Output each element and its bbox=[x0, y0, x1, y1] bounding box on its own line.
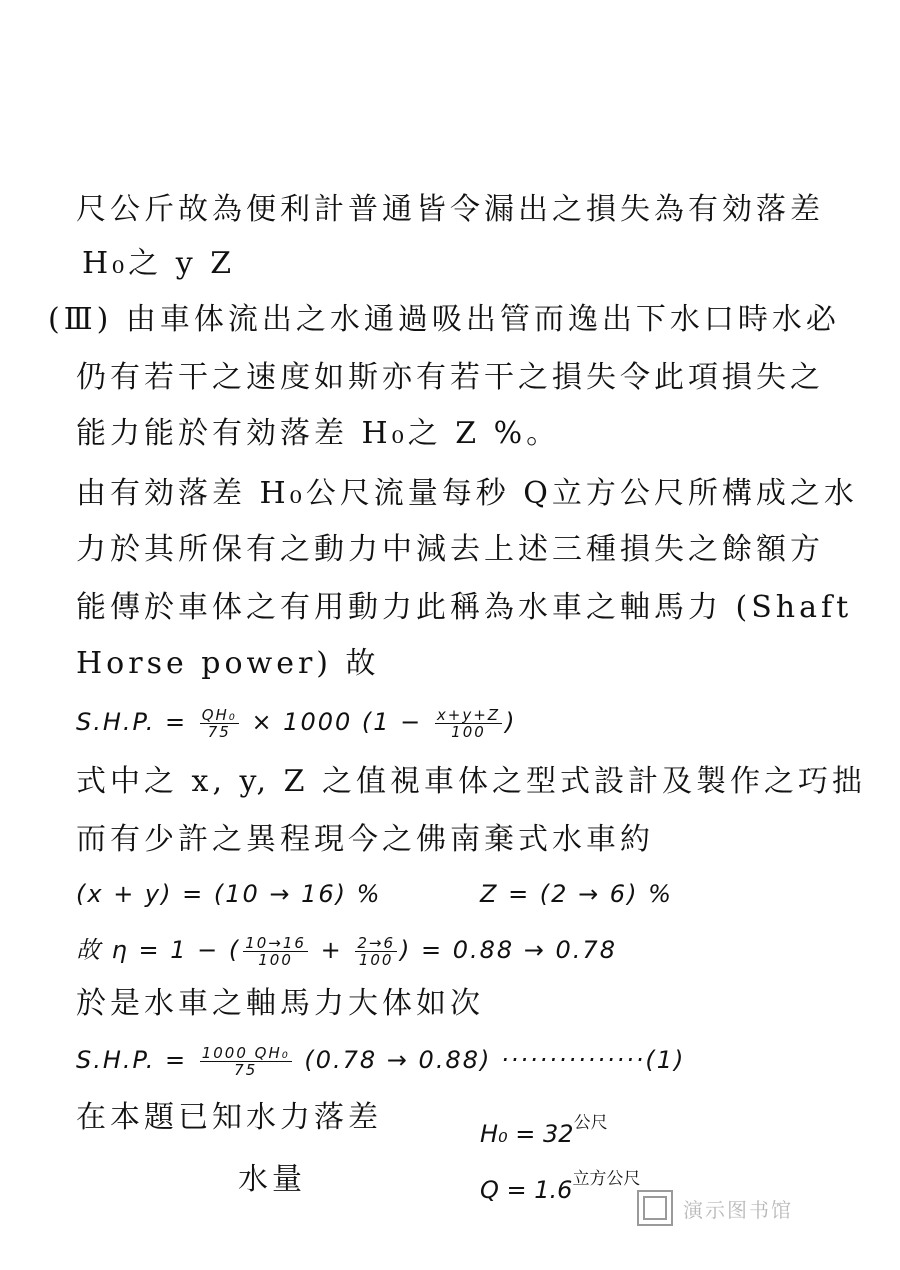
flow-value bbox=[480, 1164, 640, 1204]
head-unit: 公尺 bbox=[573, 1113, 608, 1133]
text-line-5: 能力能於有効落差 H₀之 Z %。 bbox=[76, 416, 561, 451]
shp1-denominator: 75 bbox=[207, 722, 231, 741]
watermark-text: 演示图书馆 bbox=[683, 1197, 793, 1222]
shp1-loss-fraction bbox=[435, 707, 502, 740]
text-line-9: Horse power) 故 bbox=[76, 646, 380, 681]
seal-icon bbox=[637, 1190, 673, 1226]
z-range: Z = (2 → 6) % bbox=[480, 880, 673, 908]
shp1-fraction bbox=[200, 707, 239, 740]
shp-formula-1 bbox=[76, 702, 516, 742]
shp2-prefix: S.H.P. = bbox=[76, 1046, 197, 1074]
eta-denominator-1: 100 bbox=[258, 950, 293, 969]
text-line-12: 於是水車之軸馬力大体如次 bbox=[76, 986, 484, 1021]
text-line-2: H₀之 y Z bbox=[82, 246, 236, 281]
shp2-denominator: 75 bbox=[234, 1060, 258, 1079]
eta-fraction-1 bbox=[243, 935, 308, 968]
xy-range: (x + y) = (10 → 16) % bbox=[76, 880, 382, 908]
text-line-3: (Ⅲ) 由車体流出之水通過吸出管而逸出下水口時水必 bbox=[48, 302, 840, 337]
text-line-1: 尺公斤故為便利計普通皆令漏出之損失為有効落差 bbox=[76, 192, 824, 227]
shp2-suffix: (0.78 → 0.88) ···············(1) bbox=[294, 1046, 686, 1074]
eta-numerator-1: 10→16 bbox=[245, 933, 306, 952]
text-line-6: 由有効落差 H₀公尺流量每秒 Q立方公尺所構成之水 bbox=[76, 476, 858, 511]
head-value-text: H₀ = 32 bbox=[480, 1120, 574, 1148]
library-watermark bbox=[637, 1190, 793, 1226]
text-line-11: 而有少許之異程現今之佛南棄式水車約 bbox=[76, 822, 654, 857]
shp1-suffix: ) bbox=[505, 708, 517, 736]
text-line-8: 能傳於車体之有用動力此稱為水車之軸馬力 (Shaft bbox=[76, 590, 853, 625]
eta-denominator-2: 100 bbox=[358, 950, 394, 969]
text-line-10: 式中之 x, y, Z 之值視車体之型式設計及製作之巧拙 bbox=[76, 764, 866, 799]
water-quantity-label: 水量 bbox=[238, 1162, 306, 1197]
shp1-loss-numerator: x+y+Z bbox=[436, 705, 501, 724]
eta-suffix: ) = 0.88 → 0.78 bbox=[400, 936, 617, 964]
shp1-loss-denominator: 100 bbox=[451, 722, 486, 741]
eta-prefix: 故 η = 1 − ( bbox=[76, 936, 241, 964]
eta-numerator-2: 2→6 bbox=[357, 933, 395, 952]
text-line-4: 仍有若干之速度如斯亦有若干之損失令此項損失之 bbox=[76, 360, 824, 395]
eta-fraction-2 bbox=[355, 935, 397, 968]
text-line-13: 在本題已知水力落差 bbox=[76, 1100, 382, 1135]
shp1-prefix: S.H.P. = bbox=[76, 708, 197, 736]
eta-plus: + bbox=[310, 936, 353, 964]
head-value bbox=[480, 1108, 608, 1148]
shp1-numerator: QH₀ bbox=[201, 705, 237, 724]
text-line-7: 力於其所保有之動力中減去上述三種損失之餘額方 bbox=[76, 532, 824, 567]
flow-value-text: Q = 1.6 bbox=[480, 1176, 573, 1204]
shp2-numerator: 1000 QH₀ bbox=[201, 1043, 290, 1062]
flow-unit: 立方公尺 bbox=[572, 1169, 641, 1189]
shp-formula-2 bbox=[76, 1040, 685, 1080]
shp1-middle: × 1000 (1 − bbox=[241, 708, 432, 736]
shp2-fraction bbox=[200, 1045, 292, 1078]
efficiency-formula bbox=[76, 930, 617, 970]
